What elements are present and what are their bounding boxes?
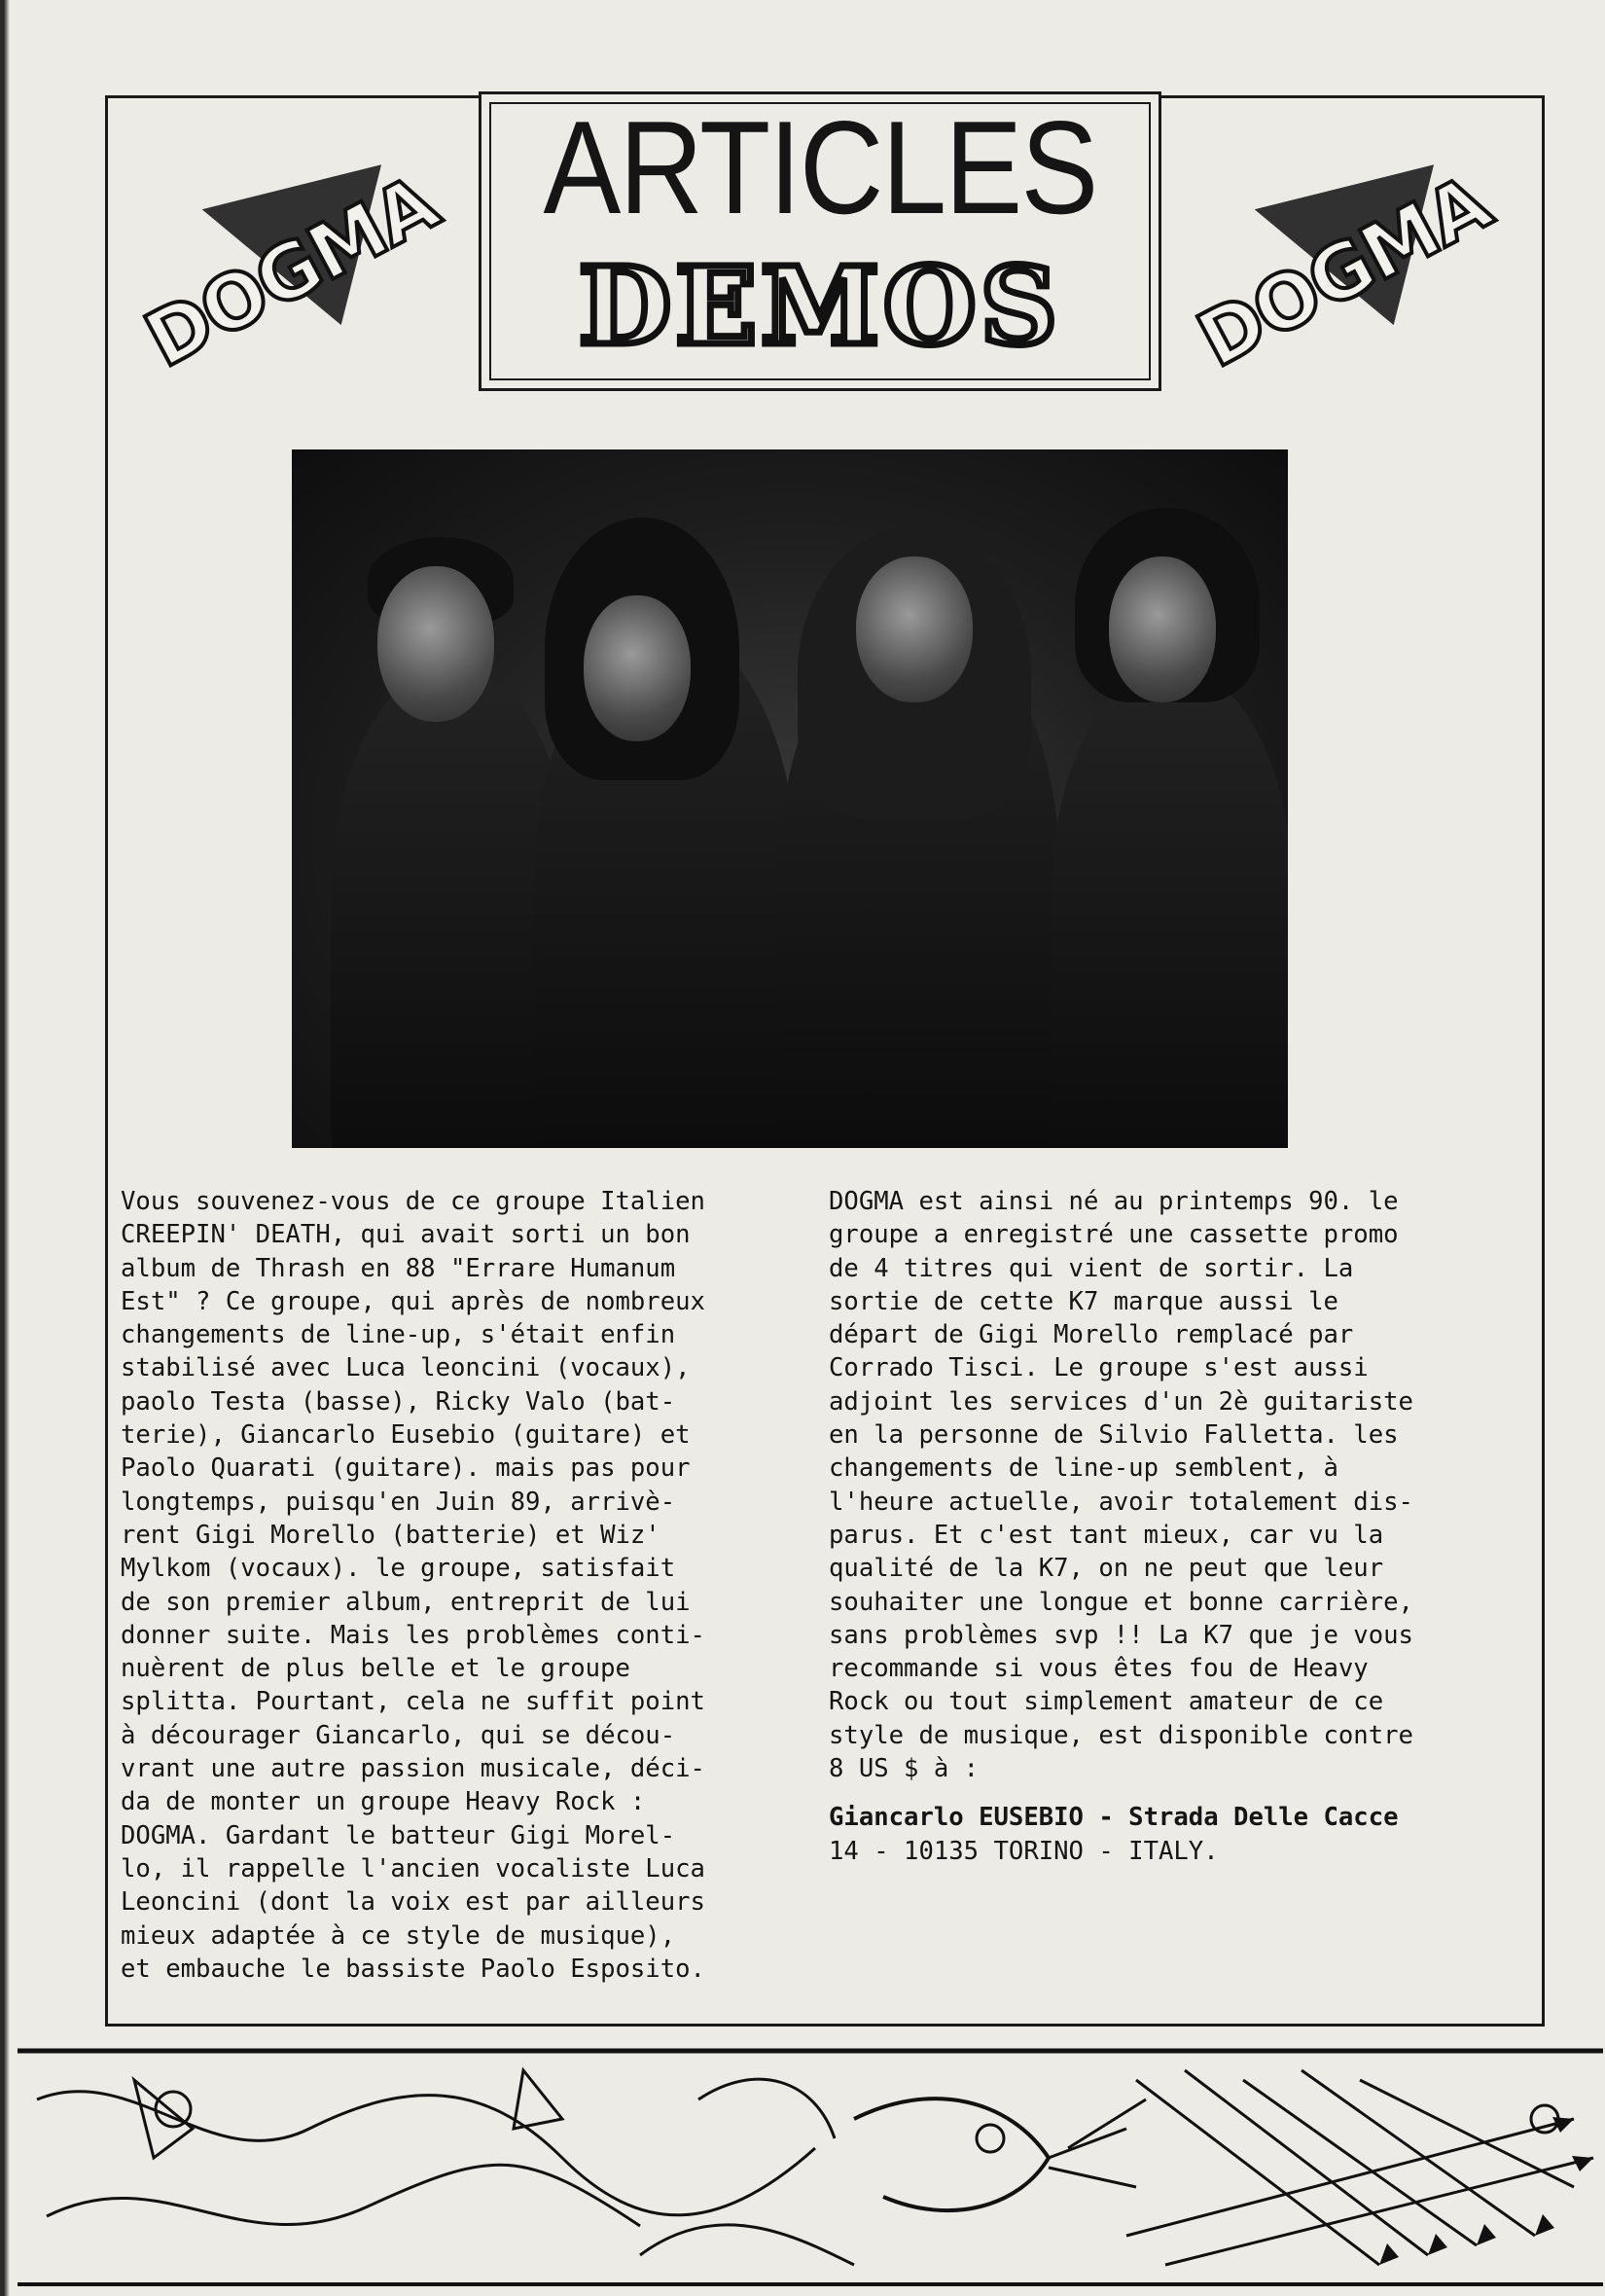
text-line: mieux adaptée à ce style de musique), (121, 1920, 676, 1951)
text-line: nuèrent de plus belle et le groupe (121, 1654, 630, 1684)
text-line: lo, il rappelle l'ancien vocaliste Luca (121, 1853, 705, 1883)
text-line: splitta. Pourtant, cela ne suffit point (121, 1687, 705, 1717)
face (1109, 556, 1216, 702)
text-line: Leoncini (dont la voix est par ailleurs (121, 1887, 705, 1918)
section-title: ARTICLES (543, 93, 1097, 241)
logo-text: DOGMA (1184, 160, 1504, 385)
logo-text: DOGMA (131, 160, 451, 385)
text-line: Est" ? Ce groupe, qui après de nombreux (121, 1286, 705, 1316)
contact-line: Giancarlo EUSEBIO - Strada Delle Cacce (829, 1803, 1399, 1833)
text-line: changements de line-up semblent, à (829, 1453, 1338, 1484)
text-line: de son premier album, entreprit de lui (121, 1587, 691, 1617)
text-line: départ de Gigi Morello remplacé par (829, 1320, 1354, 1350)
text-line: 8 US $ à : (829, 1754, 980, 1784)
dogma-logo-right (1177, 156, 1504, 385)
text-line: Corrado Tisci. Le groupe s'est aussi (829, 1353, 1369, 1383)
text-line: recommande si vous êtes fou de Heavy (829, 1654, 1369, 1684)
band-photo (292, 449, 1288, 1148)
text-line: DOGMA est ainsi né au printemps 90. le (829, 1187, 1399, 1216)
text-line: adjoint les services d'un 2è guitariste (829, 1386, 1413, 1417)
text-line: souhaiter une longue et bonne carrière, (829, 1587, 1413, 1617)
text-line: Paolo Quarati (guitare). mais pas pour (121, 1453, 691, 1484)
text-line: vrant une autre passion musicale, déci- (121, 1754, 705, 1784)
text-line: album de Thrash en 88 "Errare Humanum (121, 1253, 676, 1283)
face (377, 566, 494, 722)
text-line: changements de line-up, s'était enfin (121, 1320, 676, 1350)
text-line: longtemps, puisqu'en Juin 89, arrivè- (121, 1487, 676, 1517)
text-line: DOGMA. Gardant le batteur Gigi Morel- (121, 1820, 676, 1850)
text-line: et embauche le bassiste Paolo Esposito. (121, 1954, 705, 1984)
title-box (479, 91, 1161, 391)
text-line: parus. Et c'est tant mieux, car vu la (829, 1520, 1384, 1550)
article-right-column (829, 1185, 1500, 1868)
text-line: CREEPIN' DEATH, qui avait sorti un bon (121, 1220, 691, 1250)
binding-edge (0, 0, 14, 2296)
text-line: terie), Giancarlo Eusebio (guitare) et (121, 1420, 691, 1451)
contact-line: 14 - 10135 TORINO - ITALY. (829, 1836, 1219, 1866)
dragon-border-illustration (18, 2041, 1603, 2296)
text-line: donner suite. Mais les problèmes conti- (121, 1620, 705, 1650)
text-line: sans problèmes svp !! La K7 que je vous (829, 1620, 1413, 1650)
text-line: de 4 titres qui vient de sortir. La (829, 1253, 1354, 1283)
text-line: groupe a enregistré une cassette promo (829, 1220, 1399, 1250)
text-line: style de musique, est disponible contre (829, 1720, 1413, 1750)
face (856, 556, 973, 702)
text-line: Mylkom (vocaux). le groupe, satisfait (121, 1554, 676, 1584)
text-line: rent Gigi Morello (batterie) et Wiz' (121, 1520, 660, 1550)
text-line: l'heure actuelle, avoir totalement dis- (829, 1487, 1413, 1517)
text-line: en la personne de Silvio Falletta. les (829, 1420, 1399, 1451)
text-line: da de monter un groupe Heavy Rock : (121, 1787, 646, 1817)
text-line: stabilisé avec Luca leoncini (vocaux), (121, 1353, 691, 1383)
face (584, 595, 691, 741)
text-line: à décourager Giancarlo, qui se décou- (121, 1720, 676, 1750)
text-line: paolo Testa (basse), Ricky Valo (bat- (121, 1386, 676, 1417)
dogma-logo-left (125, 156, 451, 385)
band-member-4 (1051, 671, 1288, 1148)
article-left-column (121, 1185, 792, 1986)
text-line: qualité de la K7, on ne peut que leur (829, 1554, 1384, 1584)
section-subtitle: DEMOS (578, 243, 1062, 369)
text-line: Vous souvenez-vous de ce groupe Italien (121, 1187, 705, 1216)
text-line: sortie de cette K7 marque aussi le (829, 1286, 1338, 1316)
text-line: Rock ou tout simplement amateur de ce (829, 1687, 1384, 1717)
